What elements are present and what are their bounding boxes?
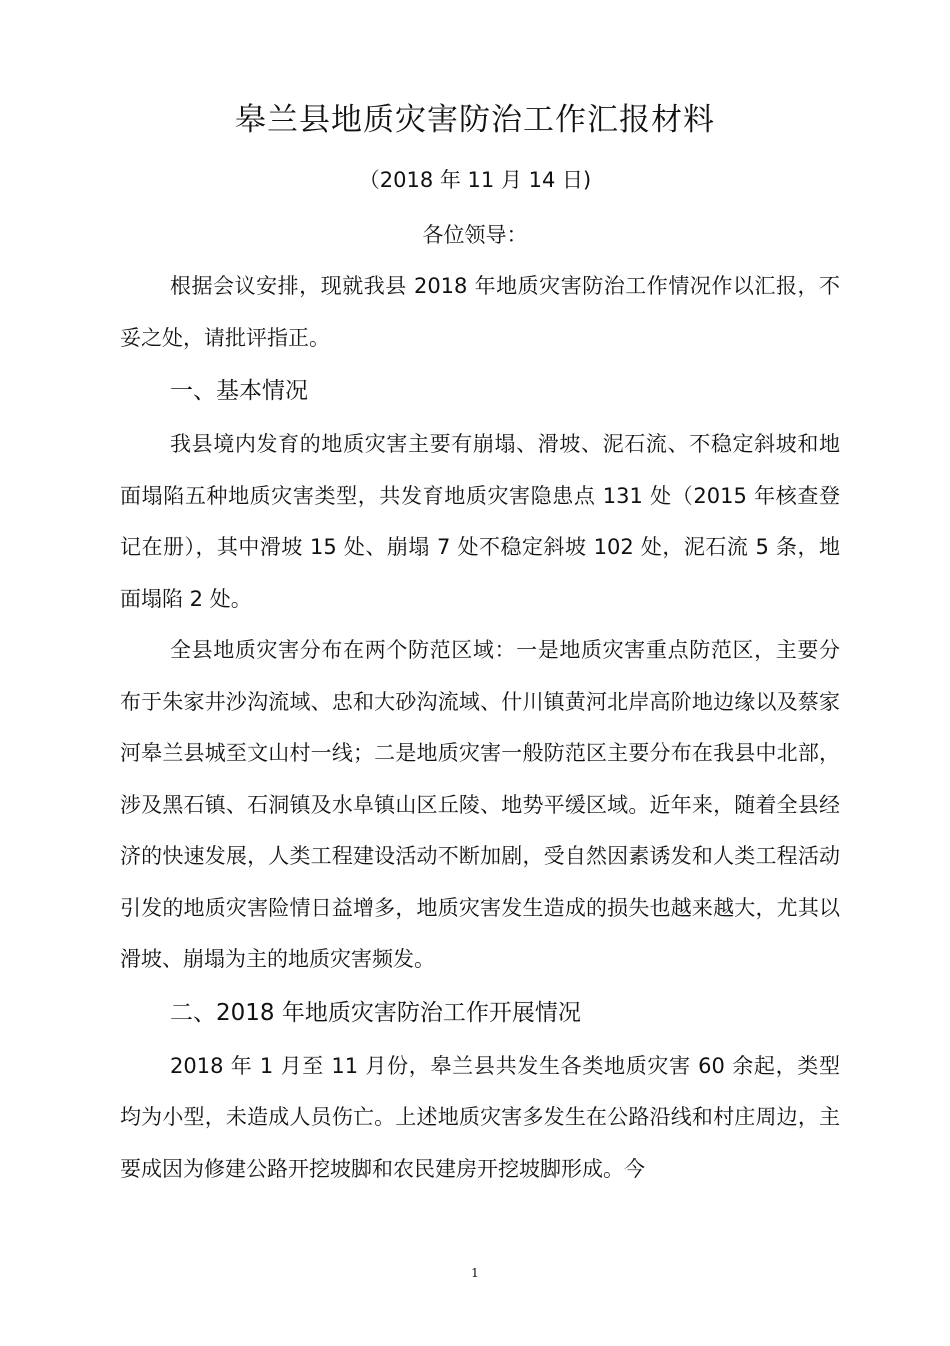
section-heading-2018-work: 二、2018 年地质灾害防治工作开展情况 — [170, 999, 581, 1026]
basic-situation-paragraph-1: 我县境内发育的地质灾害主要有崩塌、滑坡、泥石流、不稳定斜坡和地面塌陷五种地质灾害类型，共发育地质灾害隐患点 131 处（2015 年核查登记在册），其中滑坡 15 处、崩塌 7 处不稳定斜坡 102 处，泥石流 5 条，地面塌陷 2 处。 — [120, 432, 840, 611]
document-date: （2018 年 11 月 14 日) — [358, 168, 592, 192]
basic-situation-paragraph-2: 全县地质灾害分布在两个防范区域：一是地质灾害重点防范区，主要分布于朱家井沙沟流域、忠和大砂沟流域、什川镇黄河北岸高阶地边缘以及蔡家河皋兰县城至文山村一线；二是地质灾害一般防范区主要分布在我县中北部，涉及黑石镇、石洞镇及水阜镇山区丘陵、地势平缓区域。近年来，随着全县经济的快速发展，人类工程建设活动不断加剧，受自然因素诱发和人类工程活动引发的地质灾害险情日益增多，地质灾害发生造成的损失也越来越大，尤其以滑坡、崩塌为主的地质灾害频发。 — [120, 638, 840, 971]
intro-paragraph: 根据会议安排，现就我县 2018 年地质灾害防治工作情况作以汇报，不妥之处，请批评指正。 — [120, 274, 840, 350]
page-number: 1 — [471, 1266, 479, 1280]
work-2018-paragraph-1: 2018 年 1 月至 11 月份，皋兰县共发生各类地质灾害 60 余起，类型均为小型，未造成人员伤亡。上述地质灾害多发生在公路沿线和村庄周边，主要成因为修建公路开挖坡脚和农民建房开挖坡脚形成。今 — [120, 1053, 840, 1181]
document-body — [120, 261, 840, 1195]
section-heading-basic-situation: 一、基本情况 — [170, 378, 308, 404]
greeting: 各位领导： — [422, 223, 528, 247]
document-title: 皋兰县地质灾害防治工作汇报材料 — [235, 102, 715, 138]
